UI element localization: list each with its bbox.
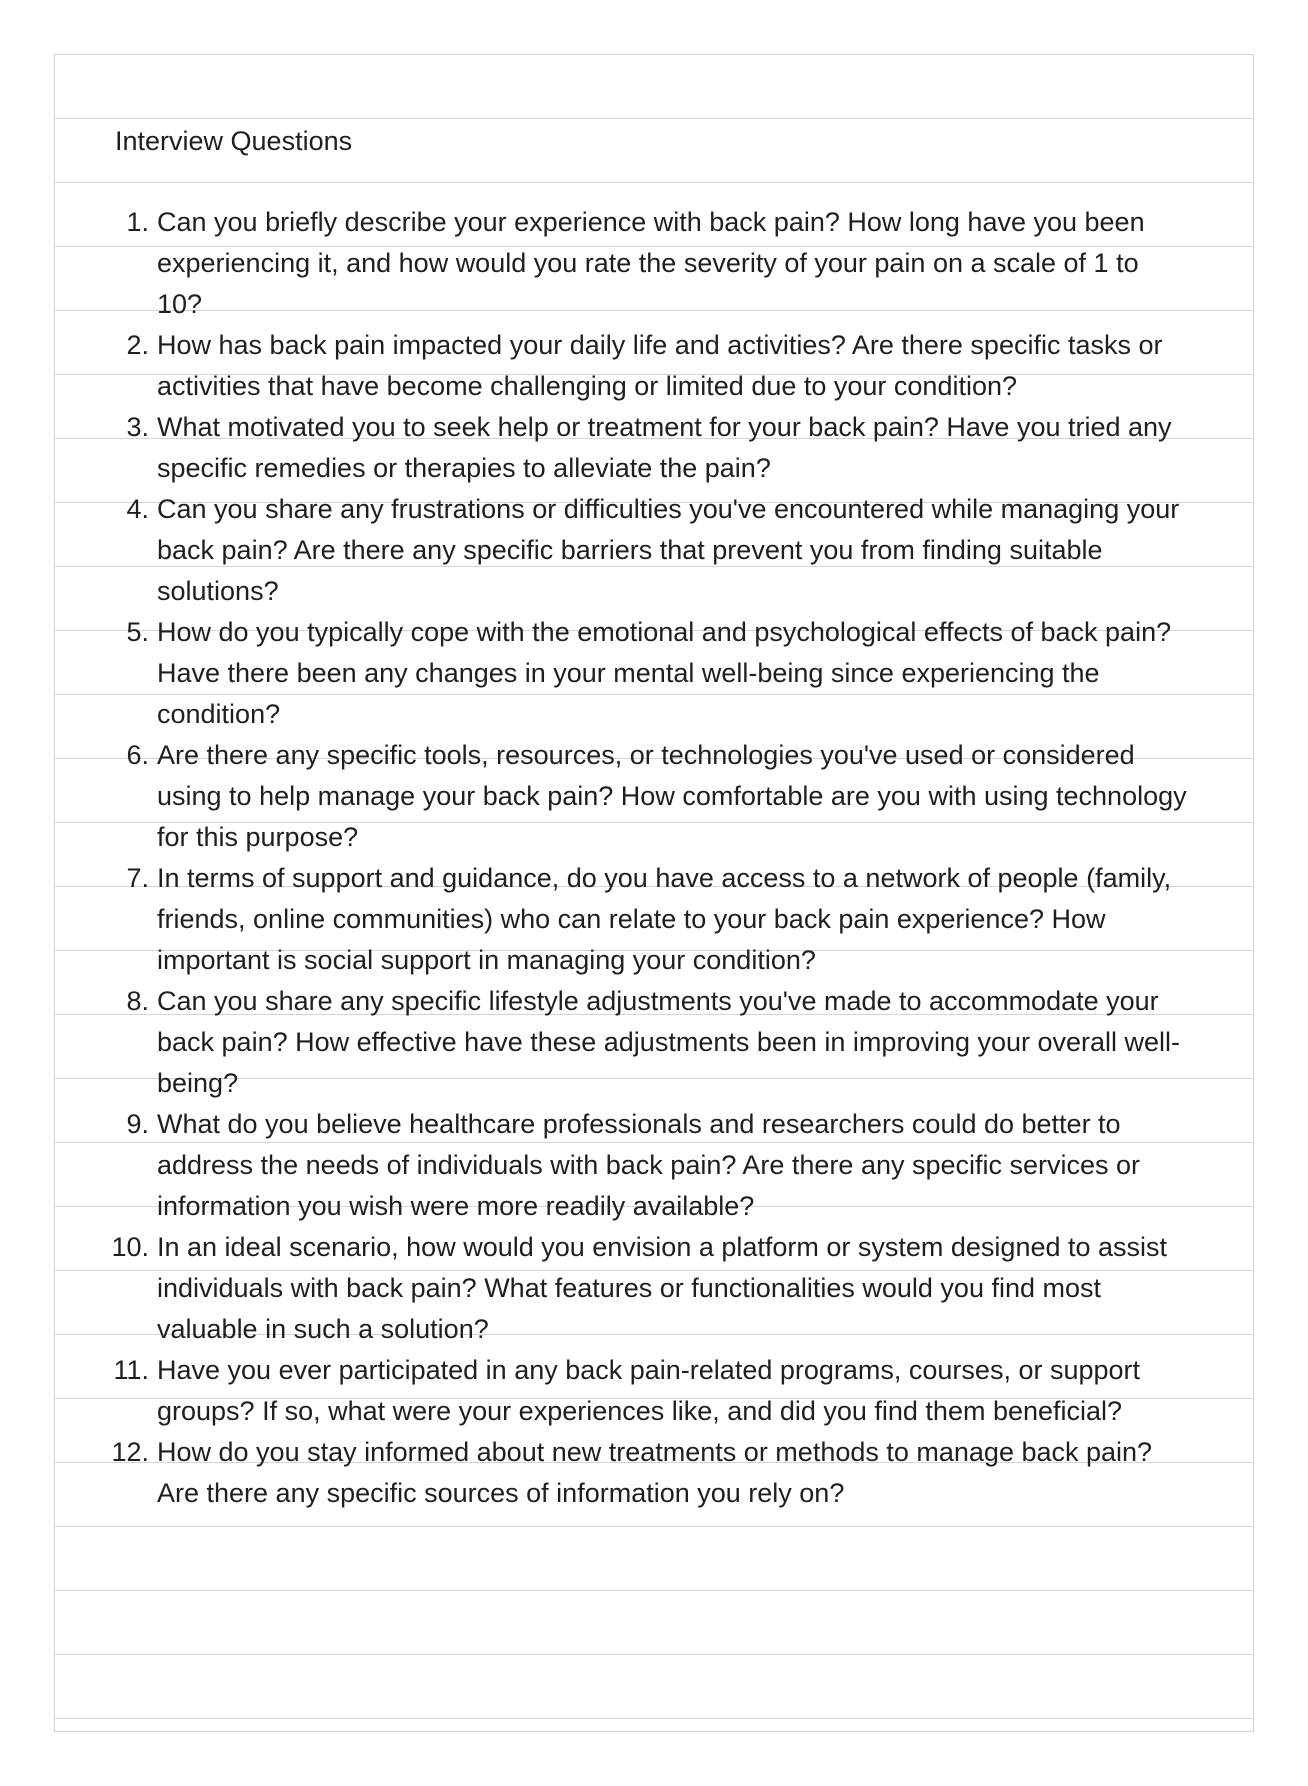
question-item: [55, 1227, 1187, 1350]
question-number: 3.: [126, 412, 149, 442]
question-number: 11.: [113, 1355, 149, 1385]
question-number: 10.: [111, 1232, 149, 1262]
question-number: 6.: [126, 740, 149, 770]
question-text: How do you typically cope with the emotional and psychological effects of back pain? Have there been any changes in your mental well-being since experiencing the condition?: [157, 617, 1172, 729]
question-number: 5.: [126, 617, 149, 647]
question-number: 1.: [126, 207, 149, 237]
question-item: [55, 735, 1187, 858]
question-number: 7.: [126, 863, 149, 893]
question-number: 4.: [126, 494, 149, 524]
question-text: In an ideal scenario, how would you envision a platform or system designed to assist individuals with back pain? What features or functionalities would you find most valuable in such a solution?: [157, 1232, 1168, 1344]
question-item: [55, 1350, 1187, 1432]
document-title: Interview Questions: [115, 126, 353, 156]
question-number: 9.: [126, 1109, 149, 1139]
question-text: Can you briefly describe your experience with back pain? How long have you been experiencing it, and how would you rate the severity of your pain on a scale of 1 to 10?: [157, 207, 1145, 319]
question-item: [55, 489, 1187, 612]
question-text: What motivated you to seek help or treatment for your back pain? Have you tried any specific remedies or therapies to alleviate the pain?: [157, 412, 1172, 483]
lined-document-sheet: [54, 54, 1254, 1732]
question-number: 2.: [126, 330, 149, 360]
question-text: Have you ever participated in any back pain-related programs, courses, or support groups? If so, what were your experiences like, and did you find them beneficial?: [157, 1355, 1141, 1426]
question-item: [55, 407, 1187, 489]
question-number: 8.: [126, 986, 149, 1016]
question-item: [55, 1104, 1187, 1227]
question-item: [55, 981, 1187, 1104]
question-item: [55, 1432, 1187, 1514]
question-text: Are there any specific tools, resources, or technologies you've used or considered using to help manage your back pain? How comfortable are you with using technology for this purpose?: [157, 740, 1187, 852]
question-item: [55, 202, 1187, 325]
question-item: [55, 858, 1187, 981]
question-number: 12.: [111, 1437, 149, 1467]
question-text: Can you share any frustrations or difficulties you've encountered while managing your back pain? Are there any specific barriers that prevent you from finding suitable solutions?: [157, 494, 1180, 606]
question-text: Can you share any specific lifestyle adjustments you've made to accommodate your back pain? How effective have these adjustments been in improving your overall well-being?: [157, 986, 1181, 1098]
question-text: What do you believe healthcare professionals and researchers could do better to address the needs of individuals with back pain? Are there any specific services or information you wish were more readily available?: [157, 1109, 1141, 1221]
question-list: [55, 202, 1255, 1514]
question-text: In terms of support and guidance, do you have access to a network of people (family, friends, online communities) who can relate to your back pain experience? How important is social support in managing your condition?: [157, 863, 1172, 975]
question-item: [55, 612, 1187, 735]
question-item: [55, 325, 1187, 407]
question-text: How has back pain impacted your daily life and activities? Are there specific tasks or activities that have become challenging or limited due to your condition?: [157, 330, 1163, 401]
question-text: How do you stay informed about new treatments or methods to manage back pain? Are there any specific sources of information you rely on?: [157, 1437, 1153, 1508]
